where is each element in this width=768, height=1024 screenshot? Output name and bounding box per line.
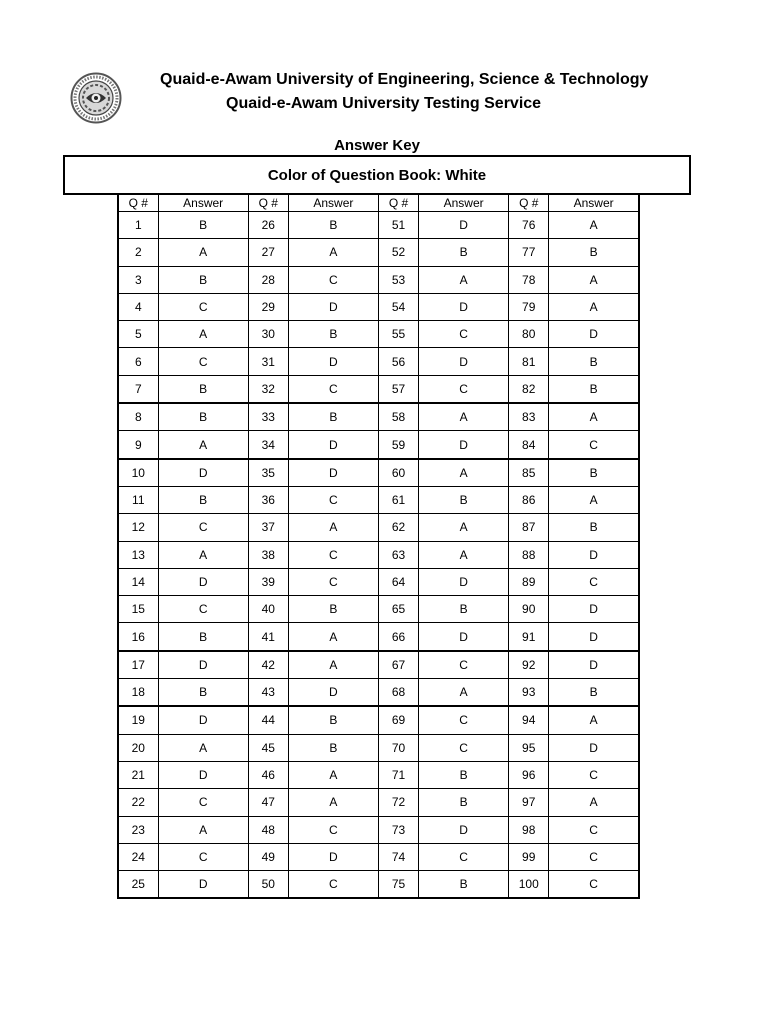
question-number-cell: 88 [509, 541, 549, 568]
question-number-cell: 80 [509, 321, 549, 348]
question-number-cell: 64 [378, 568, 418, 595]
answer-cell: D [288, 348, 378, 375]
answer-cell: C [158, 789, 248, 816]
question-number-cell: 28 [248, 266, 288, 293]
question-number-cell: 54 [378, 293, 418, 320]
answer-cell: D [549, 623, 639, 651]
answer-cell: D [549, 541, 639, 568]
question-number-cell: 12 [118, 514, 158, 541]
answer-cell: C [288, 816, 378, 843]
table-row [118, 212, 639, 239]
university-logo-icon [70, 72, 122, 124]
answer-cell: C [158, 293, 248, 320]
question-number-cell: 56 [378, 348, 418, 375]
table-row [118, 596, 639, 623]
question-number-cell: 60 [378, 459, 418, 487]
column-header-answer: Answer [549, 194, 639, 212]
question-number-cell: 24 [118, 843, 158, 870]
table-row [118, 348, 639, 375]
answer-cell: C [549, 816, 639, 843]
table-row [118, 679, 639, 707]
answer-cell: C [419, 706, 509, 734]
table-row [118, 321, 639, 348]
question-number-cell: 92 [509, 651, 549, 679]
question-number-cell: 19 [118, 706, 158, 734]
table-row [118, 403, 639, 431]
answer-cell: C [419, 843, 509, 870]
answer-cell: C [419, 734, 509, 761]
answer-cell: C [419, 651, 509, 679]
answer-cell: B [158, 403, 248, 431]
question-number-cell: 46 [248, 761, 288, 788]
answer-cell: A [158, 321, 248, 348]
question-number-cell: 11 [118, 486, 158, 513]
table-row [118, 541, 639, 568]
question-number-cell: 70 [378, 734, 418, 761]
question-number-cell: 49 [248, 843, 288, 870]
answer-cell: C [549, 843, 639, 870]
answer-cell: C [549, 431, 639, 459]
question-number-cell: 22 [118, 789, 158, 816]
answer-cell: A [158, 816, 248, 843]
answer-cell: C [288, 486, 378, 513]
question-number-cell: 83 [509, 403, 549, 431]
answer-key-table [117, 193, 640, 899]
answer-cell: D [419, 293, 509, 320]
question-number-cell: 39 [248, 568, 288, 595]
question-number-cell: 13 [118, 541, 158, 568]
answer-cell: B [549, 239, 639, 266]
question-number-cell: 57 [378, 375, 418, 403]
question-number-cell: 31 [248, 348, 288, 375]
answer-cell: A [288, 761, 378, 788]
table-row [118, 651, 639, 679]
question-number-cell: 3 [118, 266, 158, 293]
question-number-cell: 90 [509, 596, 549, 623]
question-number-cell: 6 [118, 348, 158, 375]
answer-cell: A [288, 623, 378, 651]
answer-cell: B [288, 212, 378, 239]
column-header-question: Q # [248, 194, 288, 212]
answer-cell: B [419, 596, 509, 623]
answer-cell: B [549, 375, 639, 403]
answer-cell: A [158, 239, 248, 266]
answer-cell: C [549, 568, 639, 595]
answer-cell: B [158, 623, 248, 651]
answer-cell: B [158, 266, 248, 293]
answer-cell: D [158, 651, 248, 679]
table-row [118, 734, 639, 761]
table-row [118, 375, 639, 403]
question-number-cell: 15 [118, 596, 158, 623]
question-number-cell: 33 [248, 403, 288, 431]
question-number-cell: 89 [509, 568, 549, 595]
question-number-cell: 27 [248, 239, 288, 266]
answer-cell: B [419, 239, 509, 266]
question-number-cell: 59 [378, 431, 418, 459]
question-number-cell: 30 [248, 321, 288, 348]
question-number-cell: 96 [509, 761, 549, 788]
answer-cell: B [158, 212, 248, 239]
question-number-cell: 76 [509, 212, 549, 239]
table-row [118, 266, 639, 293]
answer-cell: D [549, 321, 639, 348]
answer-cell: B [288, 403, 378, 431]
answer-cell: B [419, 871, 509, 899]
question-number-cell: 97 [509, 789, 549, 816]
question-book-color-banner [63, 155, 691, 195]
testing-service-name: Quaid-e-Awam University Testing Service [226, 95, 542, 112]
answer-cell: D [549, 734, 639, 761]
answer-cell: C [158, 596, 248, 623]
question-number-cell: 66 [378, 623, 418, 651]
answer-cell: D [288, 459, 378, 487]
question-number-cell: 74 [378, 843, 418, 870]
question-number-cell: 44 [248, 706, 288, 734]
answer-cell: C [419, 321, 509, 348]
question-number-cell: 87 [509, 514, 549, 541]
question-number-cell: 65 [378, 596, 418, 623]
question-number-cell: 51 [378, 212, 418, 239]
question-number-cell: 4 [118, 293, 158, 320]
answer-cell: A [549, 212, 639, 239]
answer-cell: D [288, 843, 378, 870]
question-number-cell: 99 [509, 843, 549, 870]
table-row [118, 486, 639, 513]
answer-cell: C [158, 348, 248, 375]
answer-cell: C [288, 568, 378, 595]
answer-cell: B [549, 348, 639, 375]
answer-cell: B [419, 761, 509, 788]
column-header-answer: Answer [288, 194, 378, 212]
question-book-color-label: Color of Question Book: White [267, 166, 487, 184]
question-number-cell: 84 [509, 431, 549, 459]
answer-cell: D [158, 761, 248, 788]
answer-cell: B [419, 789, 509, 816]
table-row [118, 239, 639, 266]
column-header-answer: Answer [419, 194, 509, 212]
answer-cell: D [288, 293, 378, 320]
column-header-question: Q # [378, 194, 418, 212]
answer-cell: A [419, 459, 509, 487]
question-number-cell: 47 [248, 789, 288, 816]
table-row [118, 706, 639, 734]
question-number-cell: 58 [378, 403, 418, 431]
answer-cell: D [549, 596, 639, 623]
answer-cell: D [419, 568, 509, 595]
table-row [118, 514, 639, 541]
question-number-cell: 71 [378, 761, 418, 788]
question-number-cell: 68 [378, 679, 418, 707]
answer-cell: B [158, 679, 248, 707]
answer-cell: C [158, 843, 248, 870]
answer-cell: A [549, 293, 639, 320]
question-number-cell: 62 [378, 514, 418, 541]
answer-cell: B [549, 679, 639, 707]
answer-cell: C [288, 871, 378, 899]
answer-cell: B [549, 459, 639, 487]
question-number-cell: 43 [248, 679, 288, 707]
table-row [118, 623, 639, 651]
answer-cell: C [158, 514, 248, 541]
question-number-cell: 82 [509, 375, 549, 403]
answer-cell: B [288, 734, 378, 761]
question-number-cell: 35 [248, 459, 288, 487]
table-row [118, 568, 639, 595]
question-number-cell: 21 [118, 761, 158, 788]
question-number-cell: 9 [118, 431, 158, 459]
answer-cell: C [288, 375, 378, 403]
question-number-cell: 100 [509, 871, 549, 899]
answer-cell: B [288, 321, 378, 348]
answer-cell: A [288, 239, 378, 266]
table-row [118, 431, 639, 459]
question-number-cell: 69 [378, 706, 418, 734]
answer-cell: D [158, 568, 248, 595]
answer-cell: B [549, 514, 639, 541]
answer-cell: A [419, 679, 509, 707]
answer-cell: A [158, 541, 248, 568]
answer-cell: D [549, 651, 639, 679]
question-number-cell: 81 [509, 348, 549, 375]
table-header-row [118, 194, 639, 212]
question-number-cell: 55 [378, 321, 418, 348]
column-header-answer: Answer [158, 194, 248, 212]
answer-cell: D [419, 212, 509, 239]
answer-cell: B [158, 486, 248, 513]
question-number-cell: 16 [118, 623, 158, 651]
question-number-cell: 2 [118, 239, 158, 266]
question-number-cell: 67 [378, 651, 418, 679]
question-number-cell: 25 [118, 871, 158, 899]
answer-cell: A [288, 651, 378, 679]
table-row [118, 843, 639, 870]
answer-cell: A [419, 403, 509, 431]
question-number-cell: 61 [378, 486, 418, 513]
table-row [118, 816, 639, 843]
question-number-cell: 50 [248, 871, 288, 899]
table-row [118, 871, 639, 899]
question-number-cell: 53 [378, 266, 418, 293]
answer-cell: A [158, 734, 248, 761]
column-header-question: Q # [118, 194, 158, 212]
question-number-cell: 40 [248, 596, 288, 623]
column-header-question: Q # [509, 194, 549, 212]
question-number-cell: 48 [248, 816, 288, 843]
table-row [118, 293, 639, 320]
question-number-cell: 94 [509, 706, 549, 734]
question-number-cell: 41 [248, 623, 288, 651]
answer-cell: A [549, 486, 639, 513]
question-number-cell: 73 [378, 816, 418, 843]
answer-cell: A [419, 514, 509, 541]
answer-cell: C [288, 541, 378, 568]
table-row [118, 459, 639, 487]
question-number-cell: 32 [248, 375, 288, 403]
answer-cell: D [419, 431, 509, 459]
answer-cell: B [288, 706, 378, 734]
table-row [118, 761, 639, 788]
answer-cell: D [158, 706, 248, 734]
question-number-cell: 34 [248, 431, 288, 459]
question-number-cell: 37 [248, 514, 288, 541]
answer-cell: D [419, 348, 509, 375]
answer-cell: D [419, 623, 509, 651]
question-number-cell: 42 [248, 651, 288, 679]
answer-cell: A [288, 514, 378, 541]
question-number-cell: 5 [118, 321, 158, 348]
question-number-cell: 8 [118, 403, 158, 431]
table-row [118, 789, 639, 816]
answer-cell: C [549, 761, 639, 788]
answer-cell: D [288, 431, 378, 459]
answer-cell: C [549, 871, 639, 899]
question-number-cell: 1 [118, 212, 158, 239]
answer-cell: C [288, 266, 378, 293]
question-number-cell: 72 [378, 789, 418, 816]
question-number-cell: 98 [509, 816, 549, 843]
question-number-cell: 93 [509, 679, 549, 707]
question-number-cell: 29 [248, 293, 288, 320]
question-number-cell: 75 [378, 871, 418, 899]
answer-cell: C [419, 375, 509, 403]
question-number-cell: 78 [509, 266, 549, 293]
answer-cell: B [419, 486, 509, 513]
question-number-cell: 85 [509, 459, 549, 487]
question-number-cell: 18 [118, 679, 158, 707]
question-number-cell: 38 [248, 541, 288, 568]
question-number-cell: 79 [509, 293, 549, 320]
university-name: Quaid-e-Awam University of Engineering, Science & Technology [160, 71, 649, 88]
answer-cell: A [549, 789, 639, 816]
answer-cell: A [549, 706, 639, 734]
answer-cell: D [158, 871, 248, 899]
question-number-cell: 36 [248, 486, 288, 513]
question-number-cell: 14 [118, 568, 158, 595]
question-number-cell: 52 [378, 239, 418, 266]
answer-cell: A [549, 266, 639, 293]
answer-cell: A [288, 789, 378, 816]
question-number-cell: 91 [509, 623, 549, 651]
question-number-cell: 86 [509, 486, 549, 513]
question-number-cell: 7 [118, 375, 158, 403]
question-number-cell: 77 [509, 239, 549, 266]
answer-cell: A [549, 403, 639, 431]
answer-cell: A [419, 266, 509, 293]
question-number-cell: 95 [509, 734, 549, 761]
answer-cell: B [158, 375, 248, 403]
question-number-cell: 23 [118, 816, 158, 843]
question-number-cell: 10 [118, 459, 158, 487]
answer-cell: D [419, 816, 509, 843]
answer-cell: A [158, 431, 248, 459]
question-number-cell: 63 [378, 541, 418, 568]
answer-cell: B [288, 596, 378, 623]
question-number-cell: 26 [248, 212, 288, 239]
question-number-cell: 20 [118, 734, 158, 761]
question-number-cell: 45 [248, 734, 288, 761]
answer-cell: D [158, 459, 248, 487]
question-number-cell: 17 [118, 651, 158, 679]
answer-cell: A [419, 541, 509, 568]
answer-cell: D [288, 679, 378, 707]
page-title: Answer Key [334, 137, 420, 154]
